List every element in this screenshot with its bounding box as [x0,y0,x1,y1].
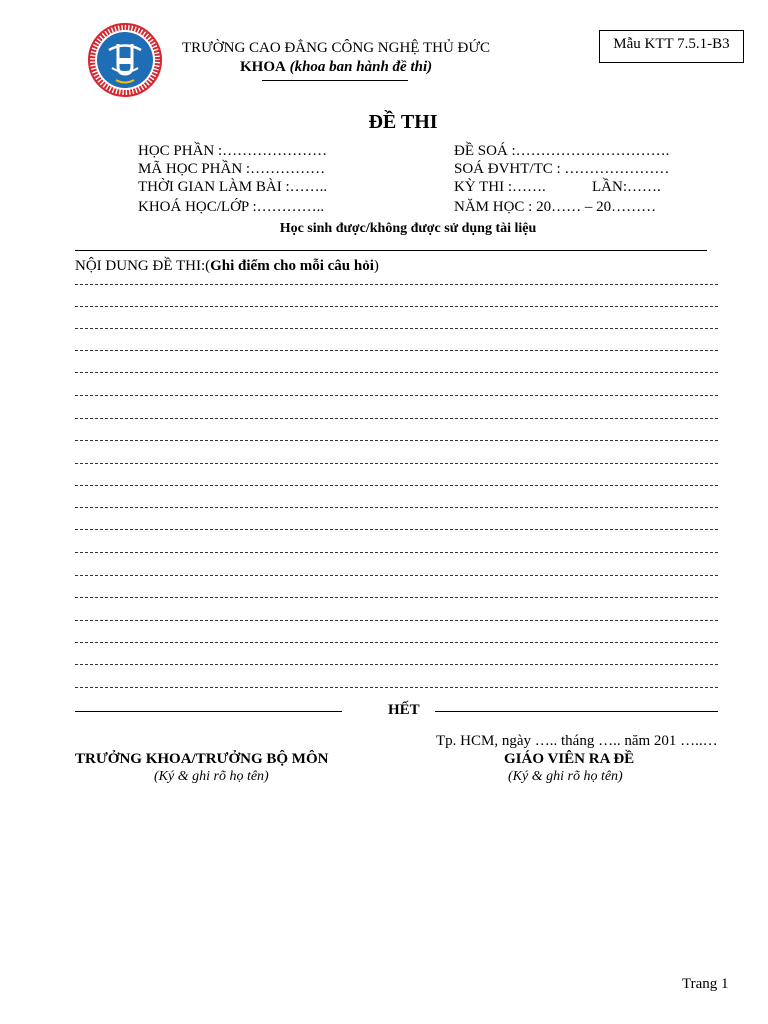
signature-left-note: (Ký & ghi rõ họ tên) [154,769,269,784]
content-label-end: ) [373,258,379,274]
answer-line [75,284,718,285]
answer-line [75,418,718,419]
course-code-field: MÃ HỌC PHẦN :…………… [138,161,326,177]
answer-line [75,664,718,665]
answer-line [75,395,718,396]
duration-field: THỜI GIAN LÀM BÀI :…….. [138,179,328,195]
course-field: HỌC PHẦN :………………… [138,143,328,159]
answer-line [75,485,718,486]
date-line: Tp. HCM, ngày ….. tháng ….. năm 201 …..… [436,733,718,749]
faculty-underline [262,80,408,81]
exam-term-field: KỲ THI :……. [454,179,546,195]
answer-line [75,507,718,508]
materials-note: Học sinh được/không được sử dụng tài liệu [279,221,537,236]
content-heading [75,258,379,275]
school-year-field: NĂM HỌC : 20…… – 20……… [454,199,657,215]
faculty-label: KHOA [240,59,286,75]
faculty-line [240,59,432,76]
signature-right-note: (Ký & ghi rõ họ tên) [508,769,623,784]
answer-line [75,350,718,351]
end-mark: HẾT [388,702,420,718]
answer-line [75,440,718,441]
credits-field: SOÁ ĐVHT/TC : ………………… [454,161,670,177]
answer-line [75,552,718,553]
answer-line [75,620,718,621]
exam-number-field: ĐỀ SOÁ :…………………………. [454,143,670,159]
answer-line [75,463,718,464]
form-code-box: Mẫu KTT 7.5.1-B3 [599,30,744,63]
attempt-field: LẦN:……. [592,179,661,195]
school-logo [88,22,162,98]
school-name: TRƯỜNG CAO ĐẲNG CÔNG NGHỆ THỦ ĐỨC [182,40,490,56]
exam-title: ĐỀ THI [368,111,438,133]
faculty-note: (khoa ban hành đề thi) [289,59,433,75]
signature-right-title: GIÁO VIÊN RA ĐỀ [504,751,635,767]
content-label-bold: Ghi điểm cho mỗi câu hỏi [210,258,374,274]
content-label: NỘI DUNG ĐỀ THI:( [75,258,211,274]
answer-line [75,642,718,643]
answer-line [75,687,718,688]
header-divider [75,250,707,251]
answer-line [75,597,718,598]
end-rule-left [75,711,342,712]
answer-line [75,575,718,576]
class-field: KHOÁ HỌC/LỚP :………….. [138,199,325,215]
signature-left-title: TRƯỞNG KHOA/TRƯỞNG BỘ MÔN [75,751,329,767]
answer-line [75,328,718,329]
answer-line [75,306,718,307]
page-number: Trang 1 [682,976,729,992]
end-rule-right [435,711,718,712]
answer-line [75,529,718,530]
answer-line [75,372,718,373]
